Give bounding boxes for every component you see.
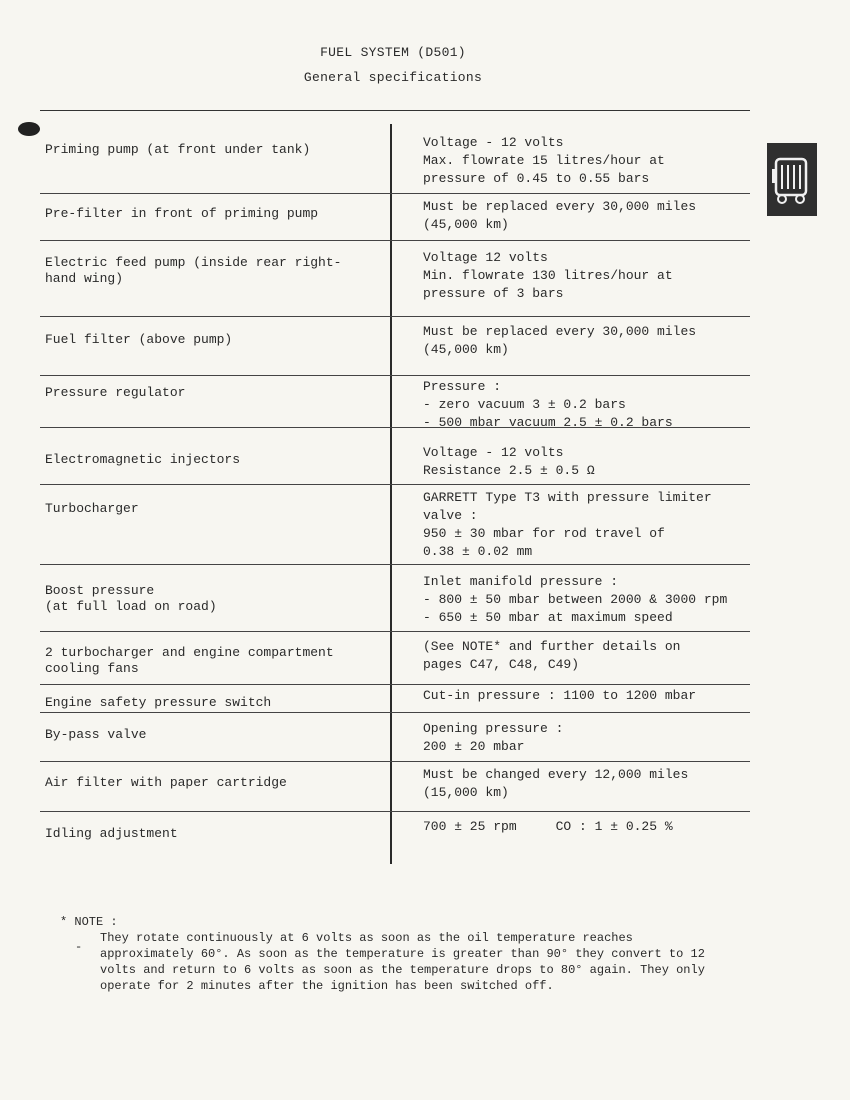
spec-value-line: pages C47, C48, C49) bbox=[423, 657, 580, 672]
section-tab bbox=[767, 143, 817, 216]
engine-icon bbox=[767, 143, 817, 216]
spec-label-line: 2 turbocharger and engine compartment bbox=[45, 645, 334, 660]
spec-value-line: pressure of 3 bars bbox=[423, 286, 564, 301]
spec-value bbox=[423, 134, 753, 188]
spec-label bbox=[45, 583, 385, 615]
spec-value-line: Inlet manifold pressure : bbox=[423, 574, 619, 589]
spec-value-line: Must be replaced every 30,000 miles bbox=[423, 199, 697, 214]
spec-value-line: Resistance 2.5 ± 0.5 Ω bbox=[423, 463, 595, 478]
spec-value-line: GARRETT Type T3 with pressure limiter bbox=[423, 490, 712, 505]
spec-label bbox=[45, 645, 385, 677]
spec-label-line: cooling fans bbox=[45, 661, 139, 676]
spec-value bbox=[423, 249, 753, 303]
note-bullet: - bbox=[75, 940, 83, 954]
table-row bbox=[40, 317, 750, 376]
spec-value-line: - zero vacuum 3 ± 0.2 bars bbox=[423, 397, 626, 412]
spec-value-line: Voltage - 12 volts bbox=[423, 445, 564, 460]
spec-value-line: 200 ± 20 mbar bbox=[423, 739, 525, 754]
top-rule bbox=[40, 110, 750, 111]
spec-value bbox=[423, 766, 753, 802]
document-title: FUEL SYSTEM (D501) bbox=[320, 45, 466, 60]
spec-value-line: - 800 ± 50 mbar between 2000 & 3000 rpm bbox=[423, 592, 728, 607]
document-subtitle: General specifications bbox=[303, 70, 483, 85]
note-title: * NOTE : bbox=[60, 915, 118, 929]
spec-value-line: 950 ± 30 mbar for rod travel of bbox=[423, 526, 665, 541]
spec-value-line: Voltage - 12 volts bbox=[423, 135, 564, 150]
spec-label-line: Boost pressure bbox=[45, 583, 155, 598]
spec-value-line: - 500 mbar vacuum 2.5 ± 0.2 bars bbox=[423, 415, 673, 430]
spec-label bbox=[45, 501, 385, 517]
spec-value bbox=[423, 638, 753, 674]
spec-label-line: Electromagnetic injectors bbox=[45, 452, 241, 467]
spec-value-line: Pressure : bbox=[423, 379, 502, 394]
spec-value-line: (45,000 km) bbox=[423, 217, 509, 232]
spec-value-line: pressure of 0.45 to 0.55 bars bbox=[423, 171, 650, 186]
spec-value bbox=[423, 489, 753, 561]
table-row bbox=[40, 812, 750, 864]
spec-label bbox=[45, 775, 385, 791]
table-row bbox=[40, 194, 750, 241]
spec-value-line: valve : bbox=[423, 508, 478, 523]
spec-value bbox=[423, 687, 753, 705]
spec-label-line: (at full load on road) bbox=[45, 599, 217, 614]
spec-label-line: Turbocharger bbox=[45, 501, 139, 516]
table-row bbox=[40, 485, 750, 565]
spec-value-line: Cut-in pressure : 1100 to 1200 mbar bbox=[423, 688, 697, 703]
table-row bbox=[40, 762, 750, 812]
note-text: They rotate continuously at 6 volts as soon as the oil temperature reaches approximately 60°. As soon as the temperature is greater than 90° they convert to 12 volts and return to 6 volts as soon as the temperature drops to 80° again. They only operate for 2 minutes after the ignition has been switched off. bbox=[100, 931, 705, 993]
table-row bbox=[40, 241, 750, 317]
spec-value-line: (45,000 km) bbox=[423, 342, 509, 357]
spec-label bbox=[45, 142, 385, 158]
table-row bbox=[40, 713, 750, 762]
spec-value-line: Max. flowrate 15 litres/hour at bbox=[423, 153, 665, 168]
spec-label bbox=[45, 452, 385, 468]
spec-label-line: Pre-filter in front of priming pump bbox=[45, 206, 319, 221]
spec-value bbox=[423, 378, 753, 432]
spec-value-line: - 650 ± 50 mbar at maximum speed bbox=[423, 610, 673, 625]
spec-value bbox=[423, 323, 753, 359]
spec-label-line: Pressure regulator bbox=[45, 385, 186, 400]
spec-label bbox=[45, 727, 385, 743]
spec-value-line: Must be changed every 12,000 miles bbox=[423, 767, 689, 782]
table-row bbox=[40, 632, 750, 685]
spec-label-line: Fuel filter (above pump) bbox=[45, 332, 233, 347]
spec-value bbox=[423, 573, 753, 627]
table-row bbox=[40, 124, 750, 194]
spec-value-line: Min. flowrate 130 litres/hour at bbox=[423, 268, 673, 283]
spec-value-line: (See NOTE* and further details on bbox=[423, 639, 681, 654]
spec-label-line: By-pass valve bbox=[45, 727, 147, 742]
spec-label bbox=[45, 826, 385, 842]
spec-value bbox=[423, 720, 753, 756]
spec-label-line: Priming pump (at front under tank) bbox=[45, 142, 311, 157]
spec-value-line: (15,000 km) bbox=[423, 785, 509, 800]
spec-label bbox=[45, 695, 385, 711]
spec-label bbox=[45, 332, 385, 348]
spec-value-line: 700 ± 25 rpm CO : 1 ± 0.25 % bbox=[423, 819, 673, 834]
punch-hole bbox=[18, 122, 40, 136]
spec-value-line: Must be replaced every 30,000 miles bbox=[423, 324, 697, 339]
table-row bbox=[40, 376, 750, 428]
spec-label bbox=[45, 385, 385, 401]
table-row bbox=[40, 428, 750, 485]
table-row bbox=[40, 685, 750, 713]
spec-label-line: Idling adjustment bbox=[45, 826, 178, 841]
spec-value-line: Voltage 12 volts bbox=[423, 250, 548, 265]
spec-label bbox=[45, 206, 385, 222]
spec-label bbox=[45, 255, 385, 287]
spec-label-line: Engine safety pressure switch bbox=[45, 695, 272, 710]
table-row bbox=[40, 565, 750, 632]
spec-value bbox=[423, 198, 753, 234]
spec-value bbox=[423, 818, 753, 836]
spec-label-line: Electric feed pump (inside rear right- bbox=[45, 255, 342, 270]
spec-value-line: 0.38 ± 0.02 mm bbox=[423, 544, 533, 559]
spec-label-line: hand wing) bbox=[45, 271, 124, 286]
spec-value-line: Opening pressure : bbox=[423, 721, 564, 736]
spec-value bbox=[423, 444, 753, 480]
spec-label-line: Air filter with paper cartridge bbox=[45, 775, 287, 790]
